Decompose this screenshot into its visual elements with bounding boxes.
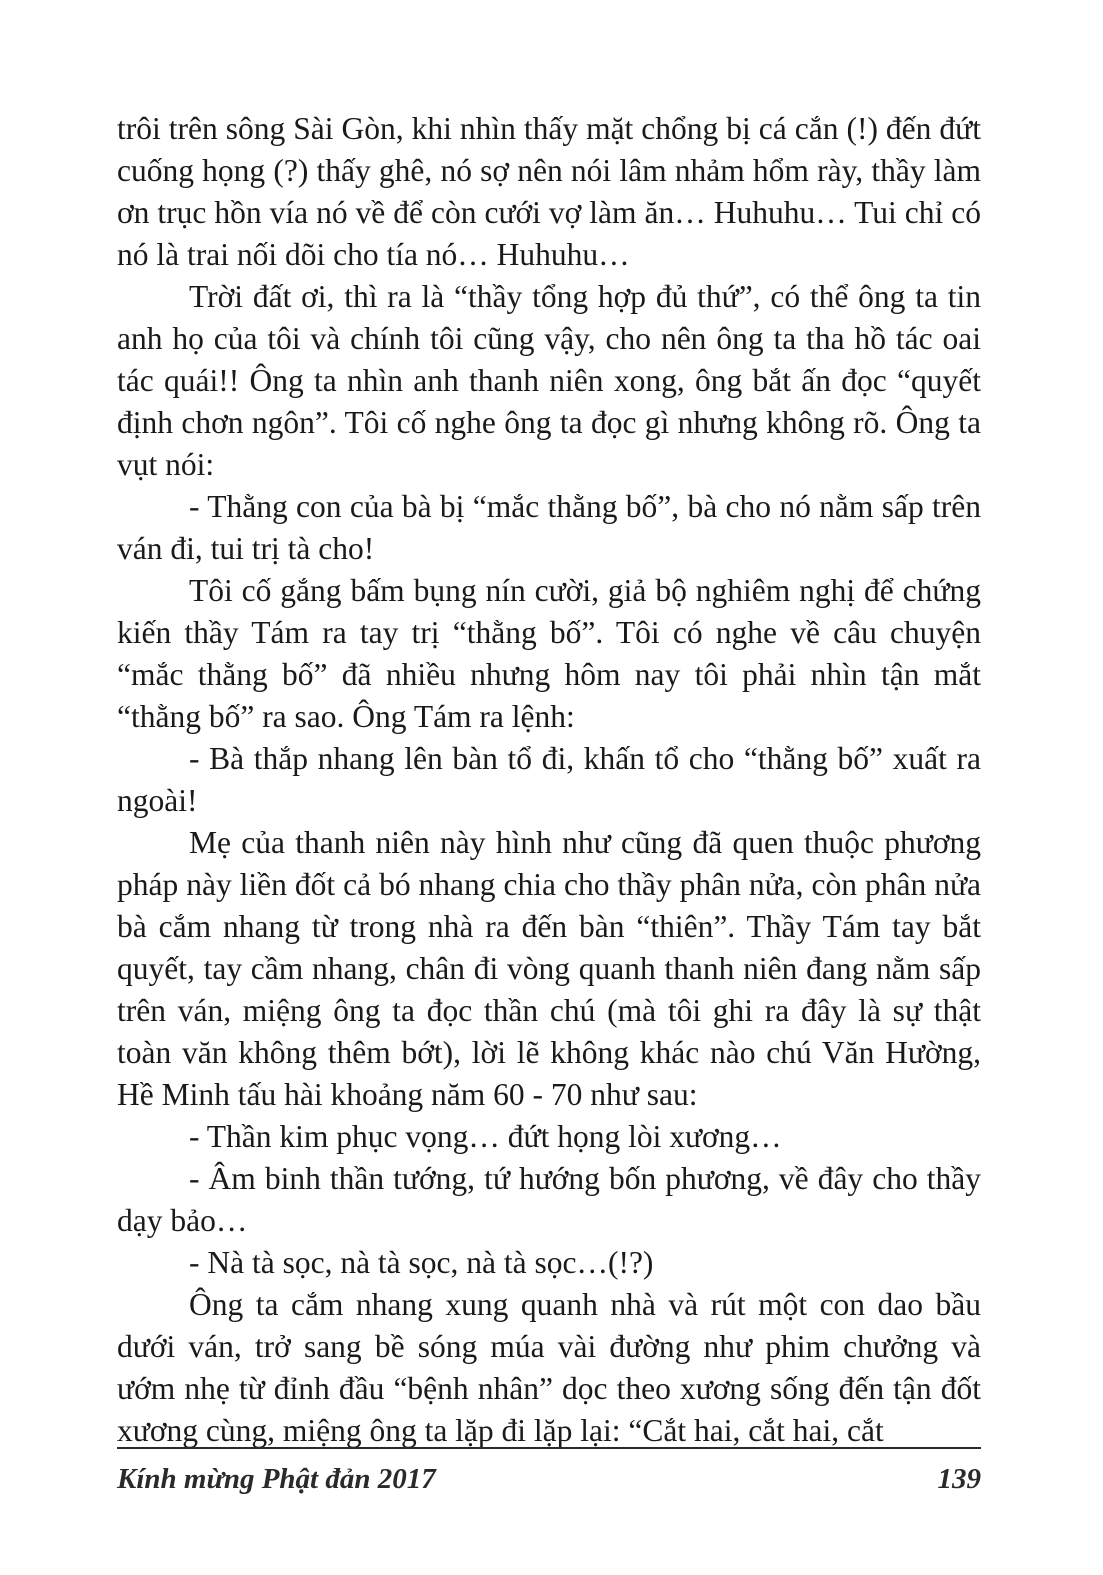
- footer-title: Kính mừng Phật đản 2017: [117, 1462, 436, 1495]
- paragraph-1: trôi trên sông Sài Gòn, khi nhìn thấy mặt chổng bị cá cắn (!) đến đứt cuống họng (?) thấy ghê, nó sợ nên nói lâm nhảm hổm rày, thầy làm ơn trục hồn vía nó về để còn cưới vợ làm ăn… Huhuhu… Tui chỉ có nó là trai nối dõi cho tía nó… Huhuhu…: [117, 111, 981, 272]
- paragraph-7: - Thần kim phục vọng… đứt họng lòi xương…: [189, 1119, 782, 1154]
- paragraph-5: - Bà thắp nhang lên bàn tổ đi, khấn tổ cho “thằng bố” xuất ra ngoài!: [117, 741, 981, 818]
- paragraph-3: - Thằng con của bà bị “mắc thằng bố”, bà cho nó nằm sấp trên ván đi, tui trị tà cho!: [117, 489, 981, 566]
- paragraph-2: Trời đất ơi, thì ra là “thầy tổng hợp đủ thứ”, có thể ông ta tin anh họ của tôi và chính tôi cũng vậy, cho nên ông ta tha hồ tác oai tác quái!! Ông ta nhìn anh thanh niên xong, ông bắt ấn đọc “quyết định chơn ngôn”. Tôi cố nghe ông ta đọc gì nhưng không rõ. Ông ta vụt nói:: [117, 279, 981, 482]
- page-body: [117, 108, 981, 1452]
- footer-divider: [117, 1447, 981, 1449]
- paragraph-8: - Âm binh thần tướng, tứ hướng bốn phương, về đây cho thầy dạy bảo…: [117, 1161, 981, 1238]
- page-number: 139: [937, 1462, 981, 1495]
- paragraph-10: Ông ta cắm nhang xung quanh nhà và rút một con dao bầu dưới ván, trở sang bề sóng múa vài đường như phim chưởng và ướm nhẹ từ đỉnh đầu “bệnh nhân” dọc theo xương sống đến tận đốt xương cùng, miệng ông ta lặp đi lặp lại: “Cắt hai, cắt hai, cắt: [117, 1287, 981, 1448]
- paragraph-4: Tôi cố gắng bấm bụng nín cười, giả bộ nghiêm nghị để chứng kiến thầy Tám ra tay trị “thằng bố”. Tôi có nghe về câu chuyện “mắc thằng bố” đã nhiều nhưng hôm nay tôi phải nhìn tận mắt “thằng bố” ra sao. Ông Tám ra lệnh:: [117, 573, 981, 734]
- page-footer: [117, 1455, 981, 1503]
- paragraph-9: - Nà tà sọc, nà tà sọc, nà tà sọc…(!?): [189, 1245, 654, 1280]
- paragraph-6: Mẹ của thanh niên này hình như cũng đã quen thuộc phương pháp này liền đốt cả bó nhang chia cho thầy phân nửa, còn phân nửa bà cắm nhang từ trong nhà ra đến bàn “thiên”. Thầy Tám tay bắt quyết, tay cầm nhang, chân đi vòng quanh thanh niên đang nằm sấp trên ván, miệng ông ta đọc thần chú (mà tôi ghi ra đây là sự thật toàn văn không thêm bớt), lời lẽ không khác nào chú Văn Hường, Hề Minh tấu hài khoảng năm 60 - 70 như sau:: [117, 825, 981, 1112]
